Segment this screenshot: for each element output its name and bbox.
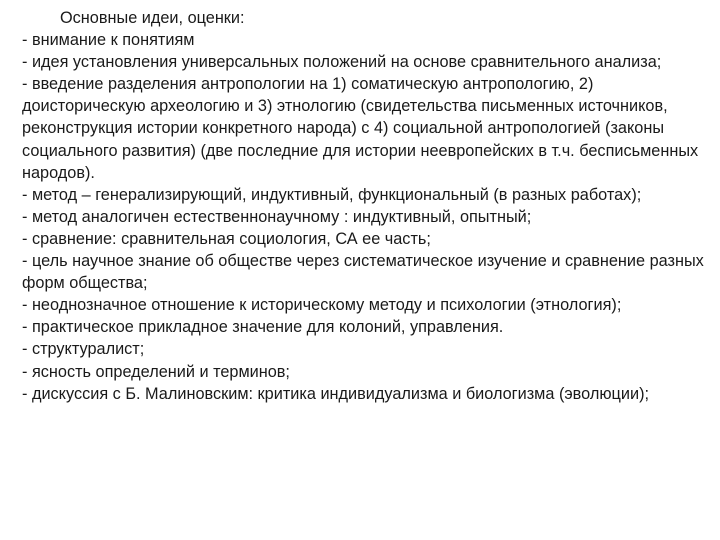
bullet-item-comparison: - сравнение: сравнительная социология, СА ее часть;	[22, 229, 431, 248]
bullet-item-method-natural-science: - метод аналогичен естественнонаучному : индуктивный, опытный;	[22, 207, 532, 226]
bullet-item-practical-value: - практическое прикладное значение для колоний, управления.	[22, 318, 504, 337]
bullet-item-historical-method: - неоднозначное отношение к историческому методу и психологии (этнология);	[22, 296, 622, 315]
bullet-item-clarity-of-definitions: - ясность определений и терминов;	[22, 362, 290, 381]
bullet-item-structuralist: - структуралист;	[22, 340, 145, 359]
bullet-item-anthropology-division: - введение разделения антропологии на 1) соматическую антропологию, 2) доисторическую археологию и 3) этнологию (свидетельства письменных источников, реконструкция истории конкретного народа) с 4) социальной антропологией (законы социального развития) (две последние для истории неевропейских в т.ч. бесписьменных народов).	[22, 75, 699, 182]
slide-title: Основные идеи, оценки:	[60, 9, 245, 27]
bullet-item-method-generalizing: - метод – генерализирующий, индуктивный, функциональный (в разных работах);	[22, 185, 642, 204]
bullet-item-universal-provisions: - идея установления универсальных положений на основе сравнительного анализа;	[22, 53, 662, 72]
bullet-item-goal-scientific-knowledge: - цель научное знание об обществе через систематическое изучение и сравнение разных форм общества;	[22, 252, 704, 293]
bullet-item-attention-to-concepts: - внимание к понятиям	[22, 31, 195, 50]
slide-text-body	[22, 7, 712, 405]
bullet-item-malinowski-discussion: - дискуссия с Б. Малиновским: критика индивидуализма и биологизма (эволюции);	[22, 384, 650, 403]
